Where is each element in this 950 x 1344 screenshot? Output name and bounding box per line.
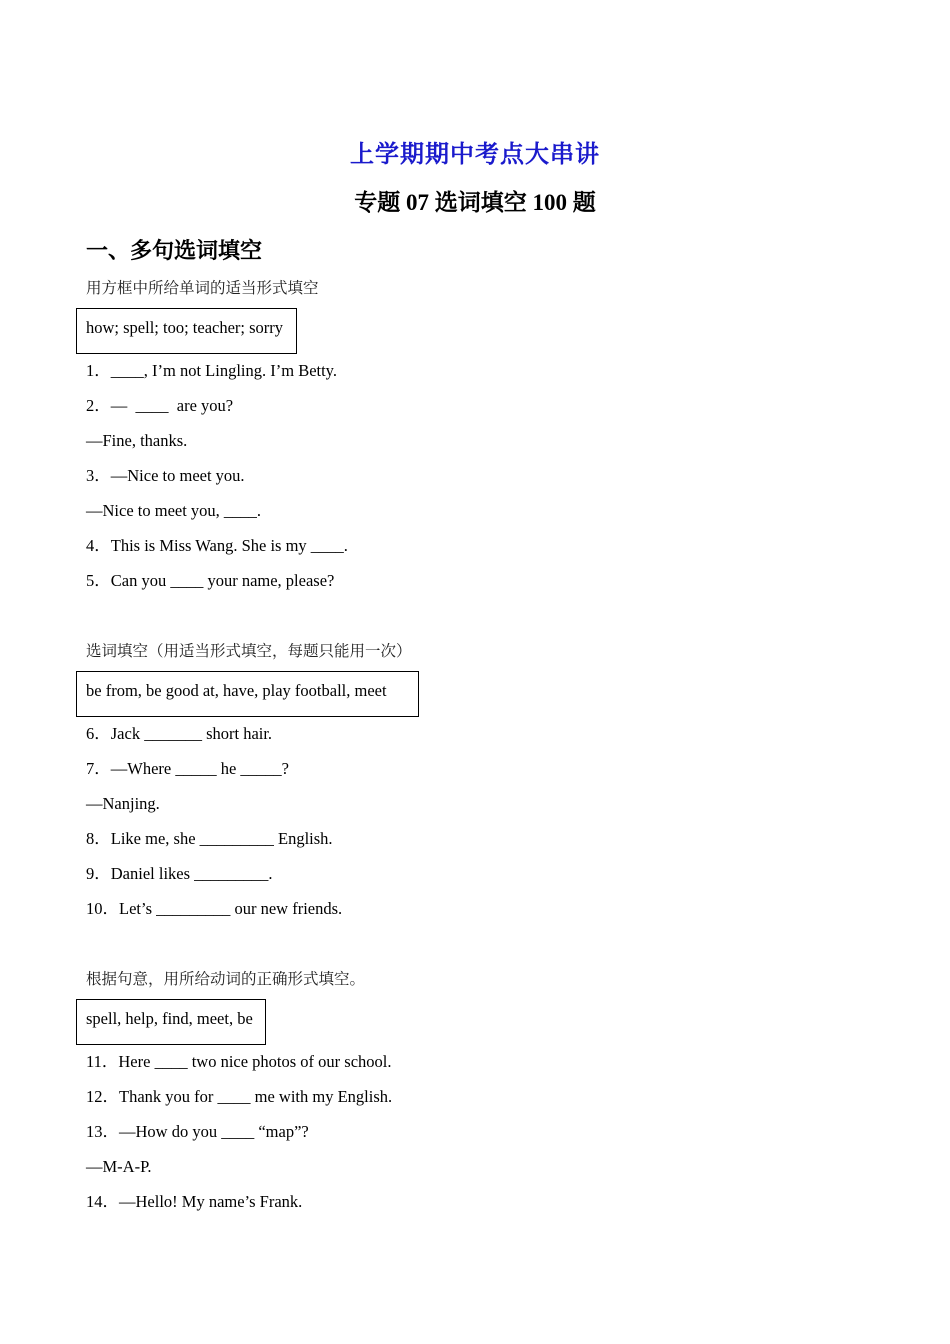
- question-line: 12．Thank you for ____ me with my English.: [86, 1087, 393, 1106]
- group2-word-box: be from, be good at, have, play football, meet: [76, 671, 419, 717]
- question-line: 5．Can you ____ your name, please?: [86, 571, 335, 590]
- answer-line: —M-A-P.: [86, 1157, 152, 1176]
- group3-instruction: 根据句意，用所给动词的正确形式填空。: [86, 970, 366, 988]
- section-heading: 一、多句选词填空: [86, 238, 263, 263]
- answer-line: —Nanjing.: [86, 794, 160, 813]
- page-subtitle: 专题 07 选词填空 100 题: [354, 190, 596, 215]
- answer-line: —Fine, thanks.: [86, 431, 188, 450]
- group2-instruction: 选词填空（用适当形式填空，每题只能用一次）: [86, 642, 412, 660]
- question-line: 11．Here ____ two nice photos of our school.: [86, 1052, 392, 1071]
- question-line: 9．Daniel likes _________.: [86, 864, 273, 883]
- page-title: 上学期期中考点大串讲: [350, 142, 600, 168]
- question-line: 4．This is Miss Wang. She is my ____.: [86, 536, 348, 555]
- group1-instruction: 用方框中所给单词的适当形式填空: [86, 279, 319, 297]
- question-line: 2．— ____ are you?: [86, 396, 234, 415]
- question-line: 10．Let’s _________ our new friends.: [86, 899, 343, 918]
- question-line: 6．Jack _______ short hair.: [86, 724, 273, 743]
- question-line: 7．—Where _____ he _____?: [86, 759, 289, 778]
- group3-word-box: spell, help, find, meet, be: [76, 999, 266, 1045]
- question-line: 14．—Hello! My name’s Frank.: [86, 1192, 303, 1211]
- question-line: 8．Like me, she _________ English.: [86, 829, 333, 848]
- group1-word-box: how; spell; too; teacher; sorry: [76, 308, 297, 354]
- question-line: 13．—How do you ____ “map”?: [86, 1122, 309, 1141]
- answer-line: —Nice to meet you, ____.: [86, 501, 262, 520]
- question-line: 1．____, I’m not Lingling. I’m Betty.: [86, 361, 337, 380]
- question-line: 3．—Nice to meet you.: [86, 466, 245, 485]
